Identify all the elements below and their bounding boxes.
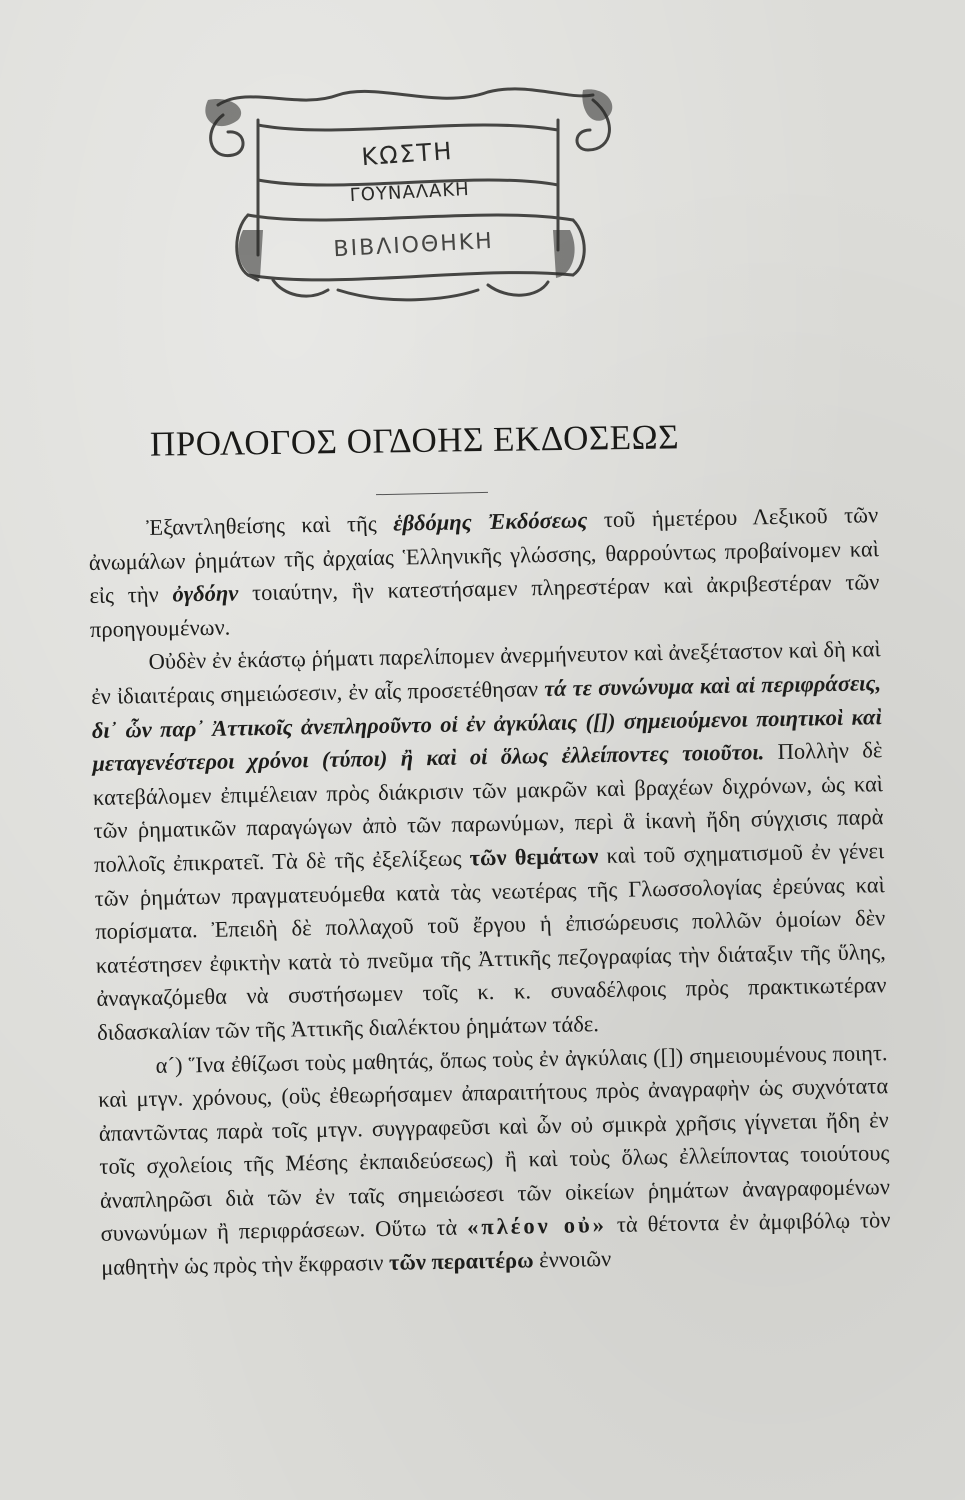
p3-emphasis-1: «πλέον οὐ» [466,1212,608,1240]
p2-text-2: Πολλὴν δὲ κατεβάλομεν ἐπιμέλειαν πρὸς διάκρισιν τῶν μακρῶν καὶ βραχέων διχρόνων, ὡς καὶ τῶν ῥηματικῶν παραγώγων ἀπὸ τῶν παρωνύμων, περὶ ἃ ἱκανὴ ἤδη σύγχισις παρὰ πολλοῖς ἐπικρατεῖ. Τὰ δὲ τῆς ἐξελίξεως [92,737,884,877]
title-divider [376,492,488,495]
p3-emphasis-2: τῶν περαιτέρω [388,1247,534,1275]
p3-text-3: ἐννοιῶν [533,1246,612,1273]
p2-text-3: καὶ τοῦ σχηματισμοῦ ἐν γένει τῶν ῥημάτων πραγματευόμεθα κατὰ τὰς νεωτέρας τῆς Γλωσσολογίας ἐρεύνας καὶ πορίσματα. Ἐπειδὴ δὲ πολλαχοῦ τοῦ ἔργου ἡ ἐπισώρευσις πολλῶν ὁμοίων δὲν κατέστησεν ἐφικτὴν κατὰ τὸ πνεῦμα τῆς Ἀττικῆς πεζογραφίας τὴν διάταξιν τῆς ὕλης, ἀναγκαζόμεθα νὰ συστήσωμεν τοῖς κ. κ. συναδέλφοις πρὸς πρακτικωτέραν διδασκαλίαν τῶν τῆς Ἀττικῆς διαλέκτου ῥημάτων τάδε. [94,838,887,1045]
p3-text-2: τὰ θέτοντα ἐν ἀμφιβόλῳ τὸν μαθητὴν ὡς πρὸς τὴν ἔκφρασιν [100,1207,891,1280]
p1-emphasis-1: ἑβδόμης Ἐκδόσεως [392,507,588,536]
library-stamp [188,80,628,310]
p1-text-1: Ἐξαντληθείσης καὶ τῆς [146,510,394,540]
p2-text-1: Οὐδὲν ἐν ἑκάστῳ ῥήματι παρελίπομεν ἀνερμήνευτον καὶ ἀνεξέταστον καὶ δὴ καὶ ἐν ἰδιαιτέραις σημειώσεσιν, ἐν αἷς προσετέθησαν [91,636,881,709]
paragraph-3 [97,1036,891,1285]
paragraph-2 [90,633,887,1050]
p1-text-3: τοιαύτην, ἣν κατεστήσαμεν πληρεστέραν καὶ ἀκριβεστέραν τῶν προηγουμένων. [89,569,880,642]
p3-text-1: α´) Ἵνα ἐθίζωσι τοὺς μαθητάς, ὅπως τοὺς ἐν ἀγκύλαις ([]) σημειουμένους ποιητ. καὶ μτγν. χρόνους, (οὓς ἐθεωρήσαμεν ἀπαραιτήτους πρὸς ἀναγραφὴν ὡς συχνότατα ἀπαντῶντας παρὰ τοῖς μτγν. συγγραφεῦσι καὶ ὧν οὐ σμικρὰ χρῆσις γίγνεται ἤδη ἐν τοῖς σχολείοις τῆς Μέσης ἐκπαιδεύσεως) ἢ καὶ τοὺς ὅλως ἐλλείποντας τοιούτους ἀναπληρῶσι διὰ τῶν ἐν ταῖς σημειώσεσι τῶν οἰκείων ῥημάτων ἀναγραφομένων συνωνύμων ἢ περιφράσεων. Οὕτω τὰ [98,1039,891,1247]
paragraph-1 [88,498,880,646]
stamp-line-3: ΒΙΒΛΙΟΘΗΚΗ [332,228,495,263]
preface-body [88,498,891,1284]
p2-emphasis-2: τῶν θεμάτων [469,843,599,871]
p2-emphasis-1: τά τε συνώνυμα καὶ αἱ περιφράσεις, δι᾽ ὧν παρ᾽ Ἀττικοῖς ἀνεπληροῦντο οἱ ἐν ἀγκύλαις ([]) σημειούμενοι ποιητικοὶ καὶ μεταγενέστεροι χρόνοι (τύποι) ἢ καὶ οἱ ὅλως ἐλλείποντες τοιοῦτοι. [91,670,882,777]
preface-title: ΠΡΟΛΟΓΟΣ ΟΓΔΟΗΣ ΕΚΔΟΣΕΩΣ [149,417,680,464]
p1-text-2: τοῦ ἡμετέρου Λεξικοῦ τῶν ἀνωμάλων ῥημάτων τῆς ἀρχαίας Ἑλληνικῆς γλώσσης, θαρρούντως προβαίνομεν καὶ εἰς τὴν [88,502,879,609]
p1-emphasis-2: ὀγδόην [172,580,239,607]
stamp-line-1: ΚΩΣΤΗ [360,136,455,172]
stamp-line-2: ΓΟΥΝΑΛΑΚΗ [349,178,471,207]
